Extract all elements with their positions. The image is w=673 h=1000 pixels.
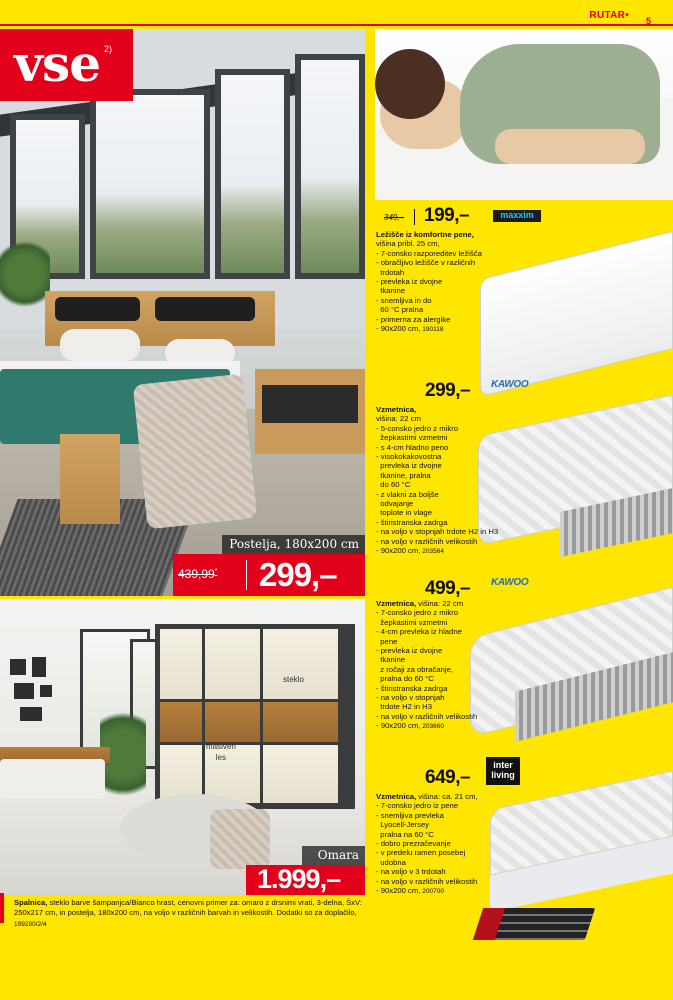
- product-2-description: Vzmetnica, višina: 22 cm - 5-consko jedro z mikro žepkastimi vzmetmi - s 4-cm hladno peno - visokokakovostna prevleka iz dvojne tkanine, pralna do 60 °C - z vlakni za boljše odvajanje toplote in vlage - štiristranska zadrga - na voljo v stopnjah trdote H2 in H3 - na voljo v različnih velikostih - 90x200 cm, 203564: [376, 405, 499, 556]
- kawoo-logo: KAWOO: [491, 379, 529, 390]
- bedroom-photo: [0, 29, 365, 596]
- bed-old-price: 439,99*: [178, 567, 218, 581]
- product-1-old-price: 349,–: [384, 213, 405, 222]
- vse-badge-footnote: 2): [104, 44, 113, 54]
- bed-caption: Postelja, 180x200 cm: [222, 535, 365, 554]
- maxxim-logo: maxxim: [493, 210, 541, 222]
- product-3-description: Vzmetnica, višina: 22 cm - 7-consko jedro z mikro žepkastimi vzmetmi - 4-cm prevleka iz hladne pene - prevleka iz dvojne tkanine z ročaji za obračanje, pralna do 60 °C - štiristranska zadrga - na voljo v stopnjah trdote H2 in H3 - na voljo v različnih velikostih - 90x200 cm, 203660: [376, 599, 478, 731]
- bed-price: 299,–: [259, 556, 337, 593]
- accent-bar: [0, 893, 4, 923]
- product-4-price: 649,–: [425, 767, 471, 788]
- bedroom-set-description: Spalnica, steklo barve šampanjca/Bianco hrast, cenovni primer za: omaro z drsnimi vrati, 3-delna, ŠxV: 250x217 cm, in postelja, 180x200 cm, na voljo v različnih barvah in velikostih. Dodatki so za doplačilo, 199280/2/4: [14, 898, 362, 929]
- product-1-description: Ležišče iz komfortne pene, višina pribl. 25 cm, - 7-consko razporeditev ležišča - obračljivo ležišče v različnih trdotah - prevleka iz dvojne tkanine - snemljiva in do 60 °C pralna - primerna za alergike - 90x200 cm, 190118: [376, 230, 482, 334]
- product-2-price: 299,–: [425, 380, 471, 401]
- page-number: 5: [645, 16, 651, 26]
- glass-label: steklo: [283, 675, 304, 684]
- sleeping-woman-photo: [375, 29, 673, 200]
- brand-logo: RUTAR•: [589, 10, 629, 21]
- bed-price-divider: [246, 560, 247, 590]
- solid-wood-label: masiven les: [206, 742, 236, 762]
- kawoo-logo: KAWOO: [491, 577, 529, 588]
- product-1-price: 199,–: [424, 205, 470, 226]
- product-4-description: Vzmetnica, višina: ca. 21 cm, - 7-consko jedro iz pene - snemljiva prevleka Lyocell-Jersey pralna na 60 °C - dobro prezračevanje - v predelu ramen posebej udobna - na voljo v 3 trdotah - na voljo v različnih velikostih - 90x200 cm, 200700: [376, 792, 478, 896]
- vse-badge-text: vse: [14, 34, 101, 93]
- product-3-price: 499,–: [425, 578, 471, 599]
- inter-living-logo: inter living: [486, 757, 520, 785]
- header-rule: [0, 24, 673, 26]
- wardrobe-caption: Omara: [302, 846, 365, 865]
- wardrobe-price: 1.999,–: [257, 864, 341, 894]
- product-1-price-divider: [414, 209, 415, 225]
